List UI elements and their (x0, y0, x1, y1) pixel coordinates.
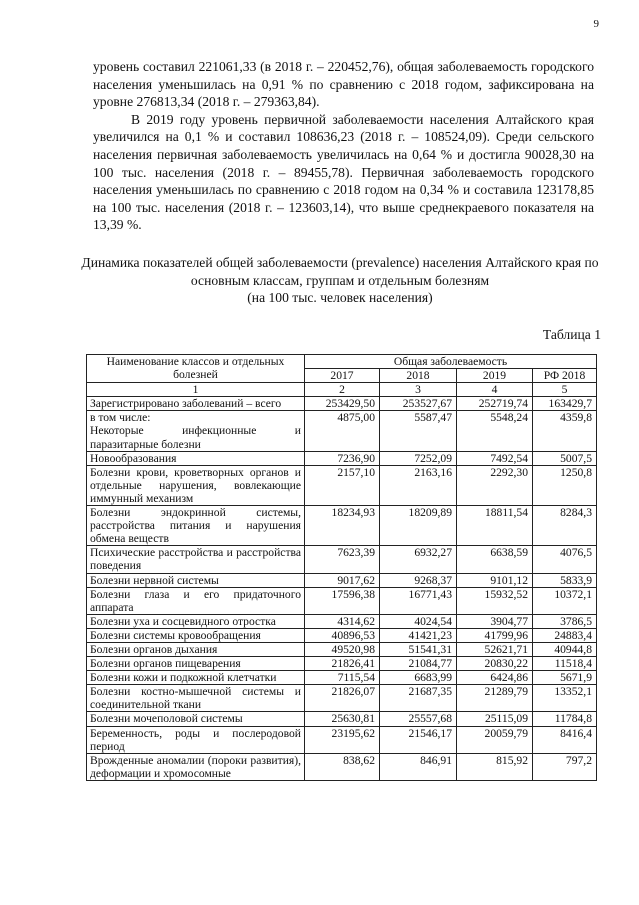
paragraph: уровень составил 221061,33 (в 2018 г. – 220452,76), общая заболеваемость городского населения уменьшилась на 0,91 % по сравнению с 2018 годом, зафиксирована на уровне 276813,34 (2018 г. – 279363,84). (93, 59, 594, 110)
disease-class-name: Болезни костно-мышечной системы и соединительной ткани (87, 685, 305, 712)
table-body (87, 397, 597, 781)
value-cell: 6683,99 (380, 671, 457, 685)
value-cell: 41421,23 (380, 628, 457, 642)
year-header: РФ 2018 (533, 369, 597, 383)
value-cell: 15932,52 (457, 587, 533, 614)
body-text (93, 58, 594, 234)
table-row (87, 753, 597, 780)
year-header: 2019 (457, 369, 533, 383)
value-cell: 9101,12 (457, 573, 533, 587)
value-cell: 163429,7 (533, 397, 597, 411)
value-cell: 4875,00 (305, 411, 380, 451)
value-cell: 18811,54 (457, 506, 533, 546)
disease-class-name: Болезни уха и сосцевидного отростка (87, 614, 305, 628)
value-cell: 2292,30 (457, 465, 533, 505)
value-cell: 21687,35 (380, 685, 457, 712)
value-cell: 838,62 (305, 753, 380, 780)
value-cell: 52621,71 (457, 642, 533, 656)
group-header: Общая заболеваемость (305, 355, 597, 369)
table-row (87, 411, 597, 451)
value-cell: 17596,38 (305, 587, 380, 614)
disease-class-name: Болезни мочеполовой системы (87, 712, 305, 726)
year-header: 2018 (380, 369, 457, 383)
value-cell: 4024,54 (380, 614, 457, 628)
disease-class-name: Врожденные аномалии (пороки развития), деформации и хромосомные (87, 753, 305, 780)
value-cell: 40896,53 (305, 628, 380, 642)
value-cell: 3786,5 (533, 614, 597, 628)
value-cell: 7236,90 (305, 451, 380, 465)
disease-class-name: Болезни глаза и его придаточного аппарата (87, 587, 305, 614)
table-row (87, 671, 597, 685)
value-cell: 16771,43 (380, 587, 457, 614)
disease-class-name: Зарегистрировано заболеваний – всего (87, 397, 305, 411)
value-cell: 21826,41 (305, 657, 380, 671)
value-cell: 846,91 (380, 753, 457, 780)
index-cell: 2 (305, 383, 380, 397)
value-cell: 10372,1 (533, 587, 597, 614)
disease-class-name: Болезни нервной системы (87, 573, 305, 587)
year-header: 2017 (305, 369, 380, 383)
table-row (87, 465, 597, 505)
value-cell: 6424,86 (457, 671, 533, 685)
value-cell: 20059,79 (457, 726, 533, 753)
table-row (87, 726, 597, 753)
disease-class-name: в том числе: Некоторые инфекционные и паразитарные болезни (87, 411, 305, 451)
page-number: 9 (593, 18, 599, 30)
value-cell: 5587,47 (380, 411, 457, 451)
value-cell: 21826,07 (305, 685, 380, 712)
value-cell: 25115,09 (457, 712, 533, 726)
value-cell: 5671,9 (533, 671, 597, 685)
value-cell: 49520,98 (305, 642, 380, 656)
value-cell: 9268,37 (380, 573, 457, 587)
value-cell: 51541,31 (380, 642, 457, 656)
disease-class-name: Болезни крови, кроветворных органов и отдельные нарушения, вовлекающие иммунный механизм (87, 465, 305, 505)
value-cell: 9017,62 (305, 573, 380, 587)
value-cell: 11518,4 (533, 657, 597, 671)
value-cell: 21289,79 (457, 685, 533, 712)
value-cell: 4359,8 (533, 411, 597, 451)
table-row (87, 397, 597, 411)
value-cell: 41799,96 (457, 628, 533, 642)
value-cell: 8284,3 (533, 506, 597, 546)
table-title: Динамика показателей общей заболеваемости (prevalence) населения Алтайского края по основным классам, группам и отдельным болезням (81, 255, 599, 288)
value-cell: 13352,1 (533, 685, 597, 712)
index-cell: 4 (457, 383, 533, 397)
disease-class-name: Болезни органов пищеварения (87, 657, 305, 671)
value-cell: 4314,62 (305, 614, 380, 628)
morbidity-table (86, 354, 597, 781)
table-row (87, 573, 597, 587)
value-cell: 2157,10 (305, 465, 380, 505)
table-row (87, 642, 597, 656)
value-cell: 40944,8 (533, 642, 597, 656)
disease-class-name: Болезни кожи и подкожной клетчатки (87, 671, 305, 685)
value-cell: 21084,77 (380, 657, 457, 671)
disease-class-name: Беременность, роды и послеродовой период (87, 726, 305, 753)
value-cell: 18209,89 (380, 506, 457, 546)
value-cell: 25557,68 (380, 712, 457, 726)
index-cell: 5 (533, 383, 597, 397)
paragraph: В 2019 году уровень первичной заболеваемости населения Алтайского края увеличился на 0,1 % и составил 108636,23 (2018 г. – 108524,09). Среди сельского населения первичная заболеваемость увеличилась на 0,64 % и достигла 90028,30 на 100 тыс. населения (2018 г. – 89455,78). Первичная заболеваемость городского населения уменьшилась по сравнению с 2018 годом на 0,34 % и составила 123178,85 на 100 тыс. населения (2018 г. – 123603,14), что выше среднекраевого показателя на 13,39 %. (93, 111, 594, 233)
value-cell: 2163,16 (380, 465, 457, 505)
value-cell: 23195,62 (305, 726, 380, 753)
value-cell: 6638,59 (457, 546, 533, 573)
value-cell: 7252,09 (380, 451, 457, 465)
value-cell: 6932,27 (380, 546, 457, 573)
value-cell: 253527,67 (380, 397, 457, 411)
value-cell: 1250,8 (533, 465, 597, 505)
value-cell: 7115,54 (305, 671, 380, 685)
value-cell: 7492,54 (457, 451, 533, 465)
value-cell: 5548,24 (457, 411, 533, 451)
value-cell: 25630,81 (305, 712, 380, 726)
table-row (87, 546, 597, 573)
table-subtitle: (на 100 тыс. человек населения) (247, 290, 433, 306)
value-cell: 3904,77 (457, 614, 533, 628)
index-cell: 1 (87, 383, 305, 397)
value-cell: 815,92 (457, 753, 533, 780)
disease-class-name: Болезни эндокринной системы, расстройства питания и нарушения обмена веществ (87, 506, 305, 546)
index-row (87, 383, 597, 397)
value-cell: 5833,9 (533, 573, 597, 587)
header-row (87, 355, 597, 369)
value-cell: 11784,8 (533, 712, 597, 726)
name-column-header: Наименование классов и отдельных болезней (87, 355, 305, 383)
table-row (87, 614, 597, 628)
value-cell: 4076,5 (533, 546, 597, 573)
table-row (87, 451, 597, 465)
value-cell: 253429,50 (305, 397, 380, 411)
table-row (87, 587, 597, 614)
disease-class-name: Болезни органов дыхания (87, 642, 305, 656)
index-cell: 3 (380, 383, 457, 397)
value-cell: 797,2 (533, 753, 597, 780)
table-row (87, 712, 597, 726)
table-row (87, 685, 597, 712)
table-row (87, 657, 597, 671)
table-label: Таблица 1 (542, 327, 601, 342)
disease-class-name: Психические расстройства и расстройства поведения (87, 546, 305, 573)
disease-class-name: Болезни системы кровообращения (87, 628, 305, 642)
value-cell: 252719,74 (457, 397, 533, 411)
table-heading (80, 254, 600, 307)
value-cell: 21546,17 (380, 726, 457, 753)
table-row (87, 506, 597, 546)
value-cell: 20830,22 (457, 657, 533, 671)
table-row (87, 628, 597, 642)
value-cell: 24883,4 (533, 628, 597, 642)
disease-class-name: Новообразования (87, 451, 305, 465)
value-cell: 5007,5 (533, 451, 597, 465)
value-cell: 18234,93 (305, 506, 380, 546)
value-cell: 7623,39 (305, 546, 380, 573)
value-cell: 8416,4 (533, 726, 597, 753)
